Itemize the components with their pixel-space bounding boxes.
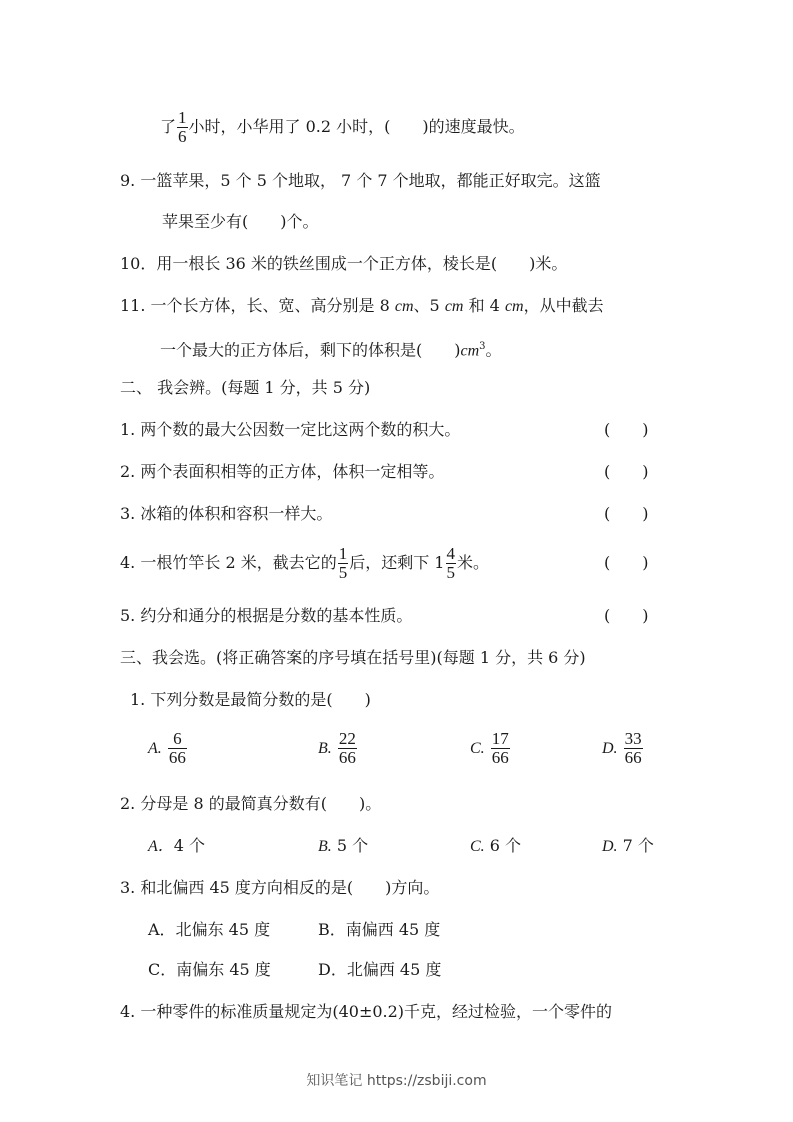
choice-q2-option-b[interactable]: B. 5 个 [318,836,369,855]
answer-paren-2[interactable]: ( ) [604,462,649,481]
choice-q2-stem: 2. 分母是 8 的最简真分数有( )。 [120,794,382,813]
fraction-option-d: $\frac{33}{66}$ [624,729,642,767]
choice-q2-option-a[interactable]: A．4 个 [148,836,206,855]
choice-q2-option-c[interactable]: C. 6 个 [470,836,522,855]
footer-watermark: 知识笔记 https://zsbiji.com [306,1073,487,1089]
q10: 10．用一根长 36 米的铁丝围成一个正方体，棱长是( )米。 [120,254,568,273]
section2-title: 二、 我会辨。(每题 1 分，共 5 分) [120,378,371,397]
choice-q3-option-c[interactable]: C．南偏东 45 度 [148,960,271,979]
judge-item-1: 1. 两个数的最大公因数一定比这两个数的积大。 [120,420,461,439]
fraction-one-fifth: $\frac{1}{5}$ [338,544,348,582]
judge-item-5: 5. 约分和通分的根据是分数的基本性质。 [120,606,413,625]
choice-q1-option-c[interactable]: C. $\frac{17}{66}$ [470,729,509,767]
answer-paren-4[interactable]: ( ) [604,553,649,572]
answer-paren-3[interactable]: ( ) [604,504,649,523]
choice-q3-stem: 3. 和北偏西 45 度方向相反的是( )方向。 [120,878,440,897]
judge-item-3: 3. 冰箱的体积和容积一样大。 [120,504,333,523]
judge-item-2: 2. 两个表面积相等的正方体，体积一定相等。 [120,462,445,481]
fraction-one-sixth: $\frac{1}{6}$ [178,108,187,146]
choice-q3-option-a[interactable]: A．北偏东 45 度 [148,920,271,939]
q11-line2: 一个最大的正方体后，剩下的体积是( )$cm^3$。 [160,340,502,360]
fraction-option-b: $\frac{22}{66}$ [338,729,356,767]
choice-q3-option-d[interactable]: D．北偏西 45 度 [318,960,442,979]
q9-line2: 苹果至少有( )个。 [162,212,319,231]
choice-q1-option-b[interactable]: B. $\frac{22}{66}$ [318,729,356,767]
choice-q1-option-a[interactable]: A. $\frac{6}{66}$ [148,729,186,767]
choice-q1-stem: 1. 下列分数是最简分数的是( ) [130,690,371,709]
fraction-option-a: $\frac{6}{66}$ [168,729,186,767]
answer-paren-5[interactable]: ( ) [604,606,649,625]
answer-paren-1[interactable]: ( ) [604,420,649,439]
fraction-option-c: $\frac{17}{66}$ [491,729,509,767]
q11-line1: 11. 一个长方体，长、宽、高分别是 8 cm、5 cm 和 4 cm，从中截去 [120,296,604,315]
choice-q4-stem: 4. 一种零件的标准质量规定为(40±0.2)千克，经过检验，一个零件的 [120,1002,613,1021]
q8-continuation: 了 $\frac{1}{6}$ 小时，小华用了 0.2 小时，( )的速度最快。 [160,108,525,146]
section3-title: 三、我会选。(将正确答案的序号填在括号里)(每题 1 分，共 6 分) [120,648,586,667]
choice-q3-option-b[interactable]: B．南偏西 45 度 [318,920,441,939]
choice-q2-option-d[interactable]: D. 7 个 [602,836,654,855]
judge-item-4: 4. 一根竹竿长 2 米，截去它的 $\frac{1}{5}$ 后，还剩下 1 $\frac{4}{5}$ 米。 [120,544,490,582]
choice-q1-option-d[interactable]: D. $\frac{33}{66}$ [602,729,642,767]
q9-line1: 9. 一篮苹果，5 个 5 个地取， 7 个 7 个地取，都能正好取完。这篮 [120,171,601,190]
fraction-four-fifths: $\frac{4}{5}$ [446,544,455,582]
